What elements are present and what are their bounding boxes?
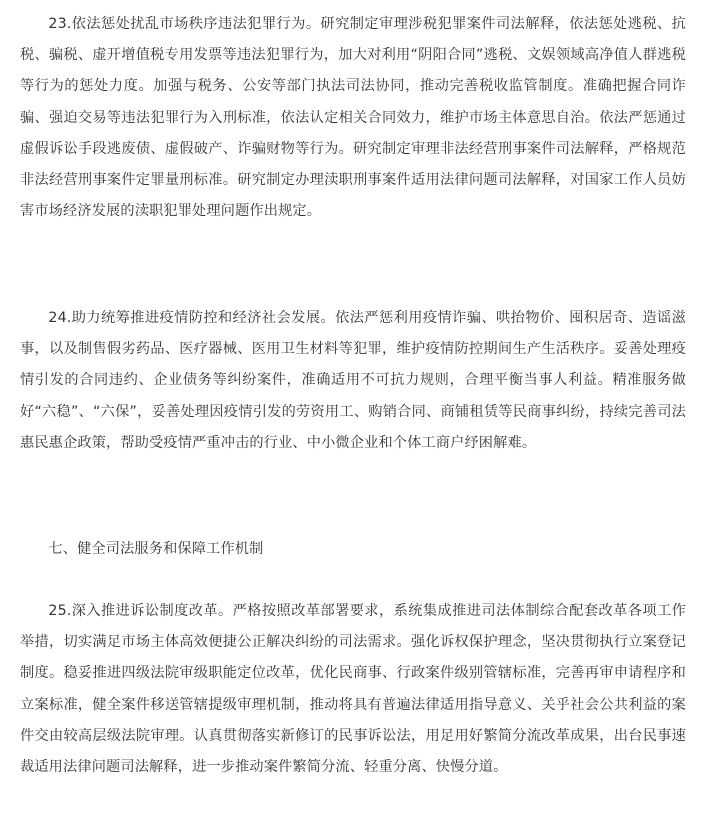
paragraph-24: 24.助力统筹推进疫情防控和经济社会发展。依法严惩利用疫情诈骗、哄抬物价、囤积居奇、造谣滋事，以及制售假劣药品、医疗器械、医用卫生材料等犯罪，维护疫情防控期间生产生活秩序。妥善处理疫情引发的合同违约、企业债务等纠纷案件，准确适用不可抗力规则，合理平衡当事人利益。精准服务做好“六稳”、“六保”，妥善处理因疫情引发的劳资用工、购销合同、商铺租赁等民商事纠纷，持续完善司法惠民惠企政策，帮助受疫情严重冲击的行业、中小微企业和个体工商户纾困解难。 — [20, 310, 686, 451]
section-heading-7: 七、健全司法服务和保障工作机制 — [48, 541, 264, 557]
paragraph-25: 25.深入推进诉讼制度改革。严格按照改革部署要求，系统集成推进司法体制综合配套改革各项工作举措，切实满足市场主体高效便捷公正解决纠纷的司法需求。强化诉权保护理念，坚决贯彻执行立案登记制度。稳妥推进四级法院审级职能定位改革，优化民商事、行政案件级别管辖标准，完善再审申请程序和立案标准，健全案件移送管辖提级审理机制，推动将具有普遍法律适用指导意义、关乎社会公共利益的案件交由较高层级法院审理。认真贯彻落实新修订的民事诉讼法，用足用好繁简分流改革成果，出台民事速裁适用法律问题司法解释，进一步推动案件繁简分流、轻重分离、快慢分道。 — [20, 603, 686, 776]
paragraph-23: 23.依法惩处扰乱市场秩序违法犯罪行为。研究制定审理涉税犯罪案件司法解释，依法惩处逃税、抗税、骗税、虚开增值税专用发票等违法犯罪行为，加大对利用“阴阳合同”逃税、文娱领域高净值人群逃税等行为的惩处力度。加强与税务、公安等部门执法司法协同，推动完善税收监管制度。准确把握合同诈骗、强迫交易等违法犯罪行为入刑标准，依法认定相关合同效力，维护市场主体意思自治。依法严惩通过虚假诉讼手段逃废债、虚假破产、诈骗财物等行为。研究制定审理非法经营刑事案件司法解释，严格规范非法经营刑事案件定罪量刑标准。研究制定办理渎职刑事案件适用法律问题司法解释，对国家工作人员妨害市场经济发展的渎职犯罪处理问题作出规定。 — [20, 16, 686, 220]
